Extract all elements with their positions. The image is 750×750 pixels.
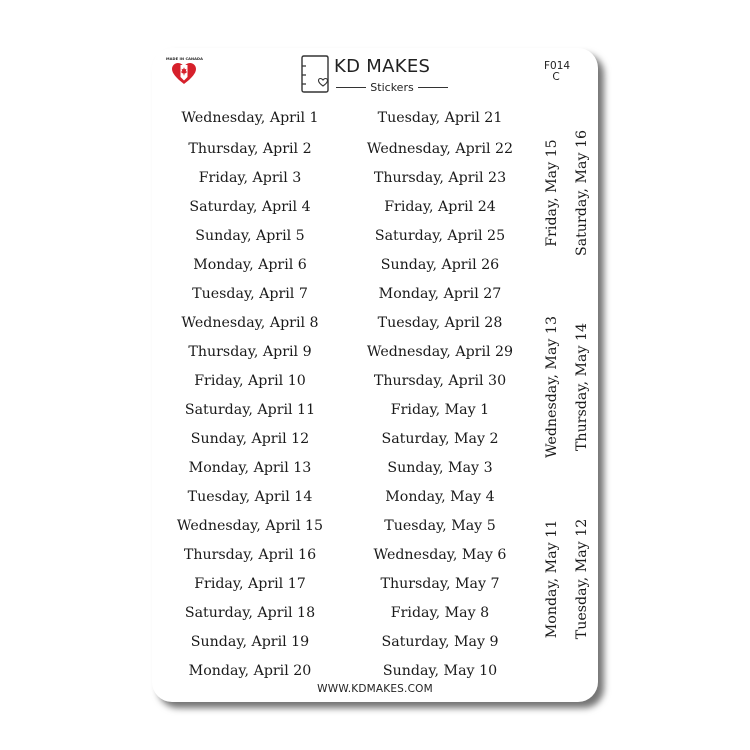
date-sticker: Friday, April 10 [194, 373, 306, 389]
date-sticker: Sunday, May 3 [387, 460, 493, 476]
vertical-date-sticker: Friday, May 15 [544, 139, 560, 247]
date-sticker: Sunday, April 5 [195, 228, 305, 244]
divider [418, 87, 448, 88]
date-sticker: Sunday, April 26 [380, 257, 500, 273]
brand-logo [300, 52, 450, 100]
date-sticker: Tuesday, May 5 [384, 518, 496, 534]
date-sticker: Wednesday, April 29 [366, 344, 514, 360]
brand-subtitle: Stickers [370, 80, 414, 94]
date-sticker: Monday, April 20 [188, 663, 312, 679]
vertical-date-sticker: Wednesday, May 13 [544, 316, 560, 458]
date-sticker: Wednesday, April 22 [366, 141, 514, 157]
date-sticker: Monday, April 6 [193, 257, 307, 273]
sticker-sheet [152, 48, 598, 702]
date-sticker: Friday, May 1 [390, 402, 490, 418]
product-code [544, 60, 571, 83]
date-sticker: Thursday, April 23 [373, 170, 507, 186]
date-sticker: Saturday, May 2 [381, 431, 499, 447]
product-code-line2: C [552, 71, 560, 83]
footer-url: WWW.KDMAKES.COM [317, 683, 433, 695]
date-sticker: Wednesday, April 15 [176, 518, 324, 534]
vertical-date-sticker: Monday, May 11 [544, 519, 560, 639]
made-in-canada-badge [166, 57, 202, 86]
date-sticker: Saturday, April 25 [374, 228, 506, 244]
date-sticker: Sunday, May 10 [382, 663, 498, 679]
date-sticker: Saturday, April 18 [184, 605, 316, 621]
notebook-heart-icon [300, 55, 330, 93]
brand-name: KD MAKES [334, 56, 431, 77]
date-sticker: Monday, April 27 [378, 286, 502, 302]
date-sticker: Tuesday, April 28 [377, 315, 503, 331]
date-sticker: Thursday, April 2 [188, 141, 312, 157]
date-sticker: Saturday, May 9 [381, 634, 499, 650]
canada-heart-icon [171, 62, 197, 86]
vertical-date-sticker: Thursday, May 14 [574, 322, 590, 452]
date-sticker: Friday, April 17 [194, 576, 306, 592]
date-sticker: Tuesday, April 7 [192, 286, 308, 302]
date-sticker: Friday, April 24 [384, 199, 496, 215]
brand-subtitle-row [336, 80, 448, 94]
date-sticker: Saturday, April 11 [184, 402, 316, 418]
date-sticker: Friday, April 3 [198, 170, 302, 186]
badge-text: MADE IN CANADA [166, 57, 204, 61]
vertical-date-sticker: Saturday, May 16 [574, 129, 590, 257]
date-sticker: Monday, May 4 [385, 489, 495, 505]
date-sticker: Monday, April 13 [188, 460, 312, 476]
product-code-line1: F014 [544, 60, 571, 72]
vertical-date-sticker: Tuesday, May 12 [574, 518, 590, 640]
date-sticker: Thursday, May 7 [380, 576, 500, 592]
date-sticker: Tuesday, April 21 [377, 110, 503, 126]
date-sticker: Saturday, April 4 [189, 199, 311, 215]
date-sticker: Thursday, April 16 [183, 547, 317, 563]
date-sticker: Sunday, April 19 [190, 634, 310, 650]
date-sticker: Sunday, April 12 [190, 431, 310, 447]
date-sticker: Wednesday, April 8 [181, 315, 319, 331]
date-sticker: Wednesday, May 6 [373, 547, 507, 563]
date-sticker: Wednesday, April 1 [181, 110, 319, 126]
date-sticker: Thursday, April 9 [188, 344, 312, 360]
date-sticker: Thursday, April 30 [373, 373, 507, 389]
divider [336, 87, 366, 88]
date-sticker: Friday, May 8 [390, 605, 490, 621]
date-sticker: Tuesday, April 14 [187, 489, 313, 505]
